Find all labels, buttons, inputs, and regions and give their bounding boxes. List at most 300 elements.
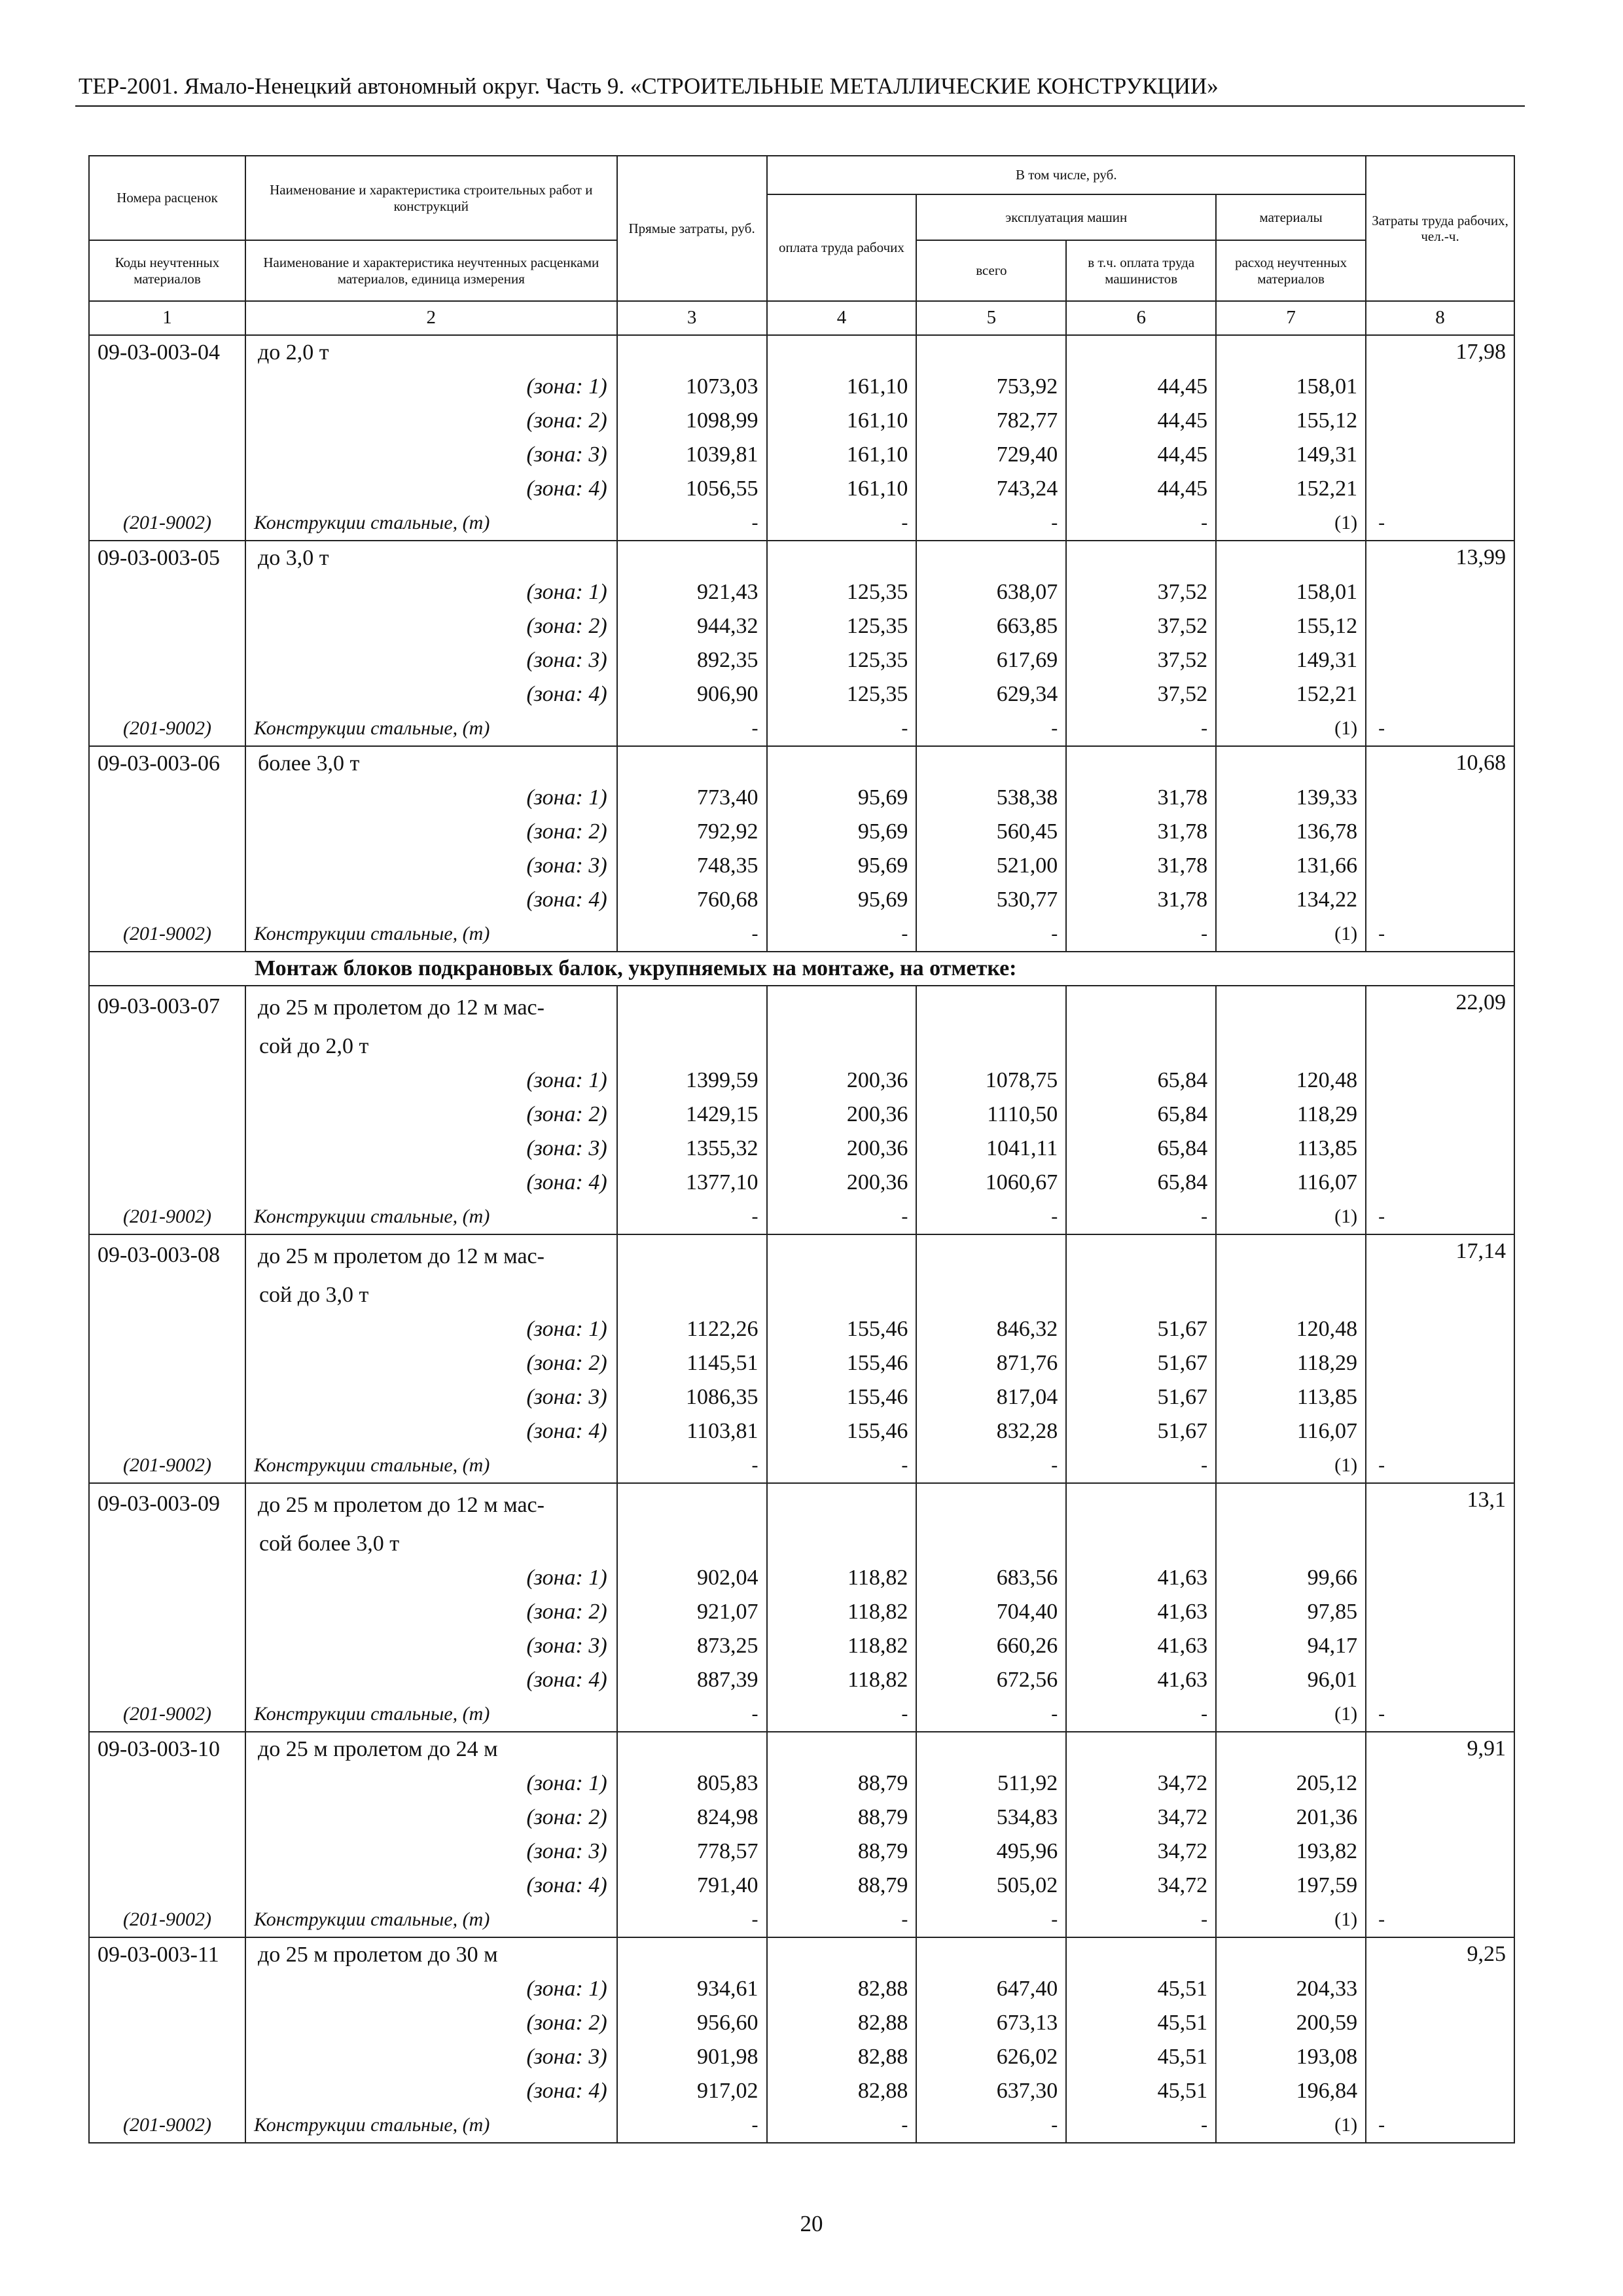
machines-total-value: 626,02 [916, 2040, 1066, 2074]
materials-value: 152,21 [1216, 677, 1366, 711]
machines-total-value: 534,83 [916, 1801, 1066, 1835]
material-code: (201-9002) [89, 1903, 245, 1937]
labor-cost-value: 17,14 [1366, 1234, 1514, 1448]
material-row [89, 711, 1514, 746]
worker-pay-value: 161,10 [767, 472, 917, 506]
machines-total-value: 538,38 [916, 781, 1066, 815]
machines-total-value: 511,92 [916, 1767, 1066, 1801]
empty-cell [89, 677, 245, 711]
zone-row [89, 643, 1514, 677]
direct-cost-value: 887,39 [617, 1663, 767, 1697]
zone-row [89, 1132, 1514, 1166]
empty-cell [916, 1937, 1066, 1972]
materials-value: 152,21 [1216, 472, 1366, 506]
material-dash: - [1366, 1200, 1514, 1234]
worker-pay-value: 88,79 [767, 1835, 917, 1869]
zone-row [89, 1869, 1514, 1903]
rate-code: 09-03-003-08 [89, 1234, 245, 1278]
operator-pay-value: 51,67 [1066, 1380, 1216, 1414]
empty-cell [89, 370, 245, 404]
materials-value: 149,31 [1216, 643, 1366, 677]
machines-total-value: 672,56 [916, 1663, 1066, 1697]
operator-pay-value: 31,78 [1066, 781, 1216, 815]
empty-cell [89, 609, 245, 643]
operator-pay-value: 41,63 [1066, 1561, 1216, 1595]
zone-row [89, 404, 1514, 438]
rate-code: 09-03-003-11 [89, 1937, 245, 1972]
operator-pay-value: 44,45 [1066, 404, 1216, 438]
operator-pay-value: 65,84 [1066, 1166, 1216, 1200]
zone-label: (зона: 1) [245, 1561, 617, 1595]
empty-cell [767, 1483, 917, 1527]
material-dash: - [767, 506, 917, 541]
worker-pay-value: 95,69 [767, 849, 917, 883]
zone-label: (зона: 2) [245, 1346, 617, 1380]
material-quantity: (1) [1216, 1697, 1366, 1732]
empty-cell [1066, 746, 1216, 781]
material-row [89, 1903, 1514, 1937]
material-dash: - [767, 917, 917, 952]
material-dash: - [1366, 2108, 1514, 2143]
rate-code: 09-03-003-06 [89, 746, 245, 781]
empty-cell [1216, 1937, 1366, 1972]
zone-row [89, 815, 1514, 849]
material-row [89, 1448, 1514, 1483]
operator-pay-value: 31,78 [1066, 883, 1216, 917]
zone-row [89, 2074, 1514, 2108]
worker-pay-value: 155,46 [767, 1414, 917, 1448]
empty-cell [1066, 1234, 1216, 1278]
rate-name-continued: сой до 2,0 т [245, 1030, 617, 1064]
empty-cell [617, 1483, 767, 1527]
rate-name-continued: сой более 3,0 т [245, 1527, 617, 1561]
zone-row [89, 781, 1514, 815]
empty-cell [89, 781, 245, 815]
material-dash: - [1366, 506, 1514, 541]
rate-title-row-continued [89, 1030, 1514, 1064]
empty-cell [767, 1234, 917, 1278]
zone-label: (зона: 2) [245, 404, 617, 438]
empty-cell [767, 1732, 917, 1767]
worker-pay-value: 88,79 [767, 1801, 917, 1835]
empty-cell [89, 1527, 245, 1561]
operator-pay-value: 41,63 [1066, 1629, 1216, 1663]
empty-cell [89, 1663, 245, 1697]
operator-pay-value: 51,67 [1066, 1312, 1216, 1346]
direct-cost-value: 1103,81 [617, 1414, 767, 1448]
col-material-consumption-header: расход неучтенных материалов [1216, 240, 1366, 301]
direct-cost-value: 1355,32 [617, 1132, 767, 1166]
empty-cell [617, 1527, 767, 1561]
worker-pay-value: 161,10 [767, 370, 917, 404]
zone-label: (зона: 1) [245, 1972, 617, 2006]
operator-pay-value: 37,52 [1066, 677, 1216, 711]
direct-cost-value: 1377,10 [617, 1166, 767, 1200]
zone-label: (зона: 2) [245, 2006, 617, 2040]
machines-total-value: 1110,50 [916, 1098, 1066, 1132]
operator-pay-value: 34,72 [1066, 1767, 1216, 1801]
empty-cell [89, 472, 245, 506]
labor-cost-value: 13,1 [1366, 1483, 1514, 1697]
material-dash: - [916, 1903, 1066, 1937]
worker-pay-value: 82,88 [767, 2074, 917, 2108]
machines-total-value: 704,40 [916, 1595, 1066, 1629]
rate-code: 09-03-003-07 [89, 986, 245, 1030]
materials-value: 96,01 [1216, 1663, 1366, 1697]
zone-label: (зона: 3) [245, 2040, 617, 2074]
zone-row [89, 2040, 1514, 2074]
material-dash: - [916, 711, 1066, 746]
direct-cost-value: 921,07 [617, 1595, 767, 1629]
material-dash: - [1066, 1903, 1216, 1937]
empty-cell [89, 1132, 245, 1166]
empty-cell [89, 1767, 245, 1801]
empty-cell [617, 1732, 767, 1767]
empty-cell [89, 1312, 245, 1346]
direct-cost-value: 956,60 [617, 2006, 767, 2040]
material-dash: - [916, 1200, 1066, 1234]
direct-cost-value: 1429,15 [617, 1098, 767, 1132]
direct-cost-value: 921,43 [617, 575, 767, 609]
machines-total-value: 817,04 [916, 1380, 1066, 1414]
worker-pay-value: 161,10 [767, 404, 917, 438]
column-number: 5 [916, 301, 1066, 335]
direct-cost-value: 1086,35 [617, 1380, 767, 1414]
column-number: 7 [1216, 301, 1366, 335]
materials-value: 158,01 [1216, 575, 1366, 609]
materials-value: 201,36 [1216, 1801, 1366, 1835]
empty-cell [1216, 1030, 1366, 1064]
material-dash: - [1066, 1448, 1216, 1483]
material-row [89, 2108, 1514, 2143]
empty-cell [1216, 1234, 1366, 1278]
machines-total-value: 560,45 [916, 815, 1066, 849]
rate-title-row [89, 1234, 1514, 1278]
empty-cell [767, 335, 917, 370]
col-machines-total-header: всего [916, 240, 1066, 301]
rate-title-row [89, 335, 1514, 370]
machines-total-value: 663,85 [916, 609, 1066, 643]
zone-row [89, 1767, 1514, 1801]
rate-code: 09-03-003-05 [89, 541, 245, 575]
materials-value: 196,84 [1216, 2074, 1366, 2108]
rate-title-row [89, 541, 1514, 575]
machines-total-value: 673,13 [916, 2006, 1066, 2040]
material-dash: - [1366, 711, 1514, 746]
materials-value: 136,78 [1216, 815, 1366, 849]
zone-label: (зона: 1) [245, 370, 617, 404]
materials-value: 120,48 [1216, 1064, 1366, 1098]
worker-pay-value: 125,35 [767, 609, 917, 643]
empty-cell [916, 746, 1066, 781]
zone-row [89, 1801, 1514, 1835]
rate-name: до 25 м пролетом до 12 м мас- [245, 1483, 617, 1527]
machines-header: эксплуатация машин [916, 194, 1216, 240]
material-name: Конструкции стальные, (т) [245, 711, 617, 746]
material-dash: - [617, 1903, 767, 1937]
material-quantity: (1) [1216, 1448, 1366, 1483]
rate-name: до 3,0 т [245, 541, 617, 575]
materials-header: материалы [1216, 194, 1366, 240]
empty-cell [617, 541, 767, 575]
direct-cost-value: 778,57 [617, 1835, 767, 1869]
zone-row [89, 1064, 1514, 1098]
empty-cell [89, 815, 245, 849]
rate-title-row-continued [89, 1278, 1514, 1312]
empty-cell [916, 1278, 1066, 1312]
operator-pay-value: 45,51 [1066, 1972, 1216, 2006]
empty-cell [89, 1098, 245, 1132]
direct-cost-value: 944,32 [617, 609, 767, 643]
direct-cost-value: 1039,81 [617, 438, 767, 472]
col-labor-cost-header: Затраты труда рабочих, чел.-ч. [1366, 156, 1514, 301]
direct-cost-value: 1145,51 [617, 1346, 767, 1380]
direct-cost-value: 1056,55 [617, 472, 767, 506]
page-number: 20 [800, 2211, 823, 2236]
material-dash: - [916, 917, 1066, 952]
table-body [89, 335, 1514, 2143]
material-name: Конструкции стальные, (т) [245, 1448, 617, 1483]
column-number: 1 [89, 301, 245, 335]
operator-pay-value: 45,51 [1066, 2040, 1216, 2074]
zone-row [89, 1561, 1514, 1595]
empty-cell [1066, 1937, 1216, 1972]
direct-cost-value: 892,35 [617, 643, 767, 677]
zone-row [89, 849, 1514, 883]
materials-value: 158,01 [1216, 370, 1366, 404]
materials-value: 155,12 [1216, 609, 1366, 643]
zone-row [89, 1595, 1514, 1629]
materials-value: 204,33 [1216, 1972, 1366, 2006]
zone-row [89, 2006, 1514, 2040]
empty-cell [916, 1234, 1066, 1278]
worker-pay-value: 118,82 [767, 1595, 917, 1629]
page-header-title: ТЕР-2001. Ямало-Ненецкий автономный округ. Часть 9. «СТРОИТЕЛЬНЫЕ МЕТАЛЛИЧЕСКИЕ КОНСТРУКЦИИ» [79, 73, 1219, 99]
zone-row [89, 1380, 1514, 1414]
worker-pay-value: 82,88 [767, 2040, 917, 2074]
worker-pay-value: 125,35 [767, 643, 917, 677]
operator-pay-value: 44,45 [1066, 438, 1216, 472]
operator-pay-value: 31,78 [1066, 849, 1216, 883]
zone-label: (зона: 2) [245, 1098, 617, 1132]
column-number: 3 [617, 301, 767, 335]
empty-cell [617, 1030, 767, 1064]
worker-pay-value: 155,46 [767, 1346, 917, 1380]
machines-total-value: 846,32 [916, 1312, 1066, 1346]
operator-pay-value: 37,52 [1066, 575, 1216, 609]
empty-cell [767, 746, 917, 781]
materials-value: 118,29 [1216, 1098, 1366, 1132]
direct-cost-value: 1073,03 [617, 370, 767, 404]
empty-cell [767, 1937, 917, 1972]
empty-cell [89, 1414, 245, 1448]
rate-code: 09-03-003-09 [89, 1483, 245, 1527]
direct-cost-value: 760,68 [617, 883, 767, 917]
empty-cell [1216, 746, 1366, 781]
materials-value: 193,08 [1216, 2040, 1366, 2074]
labor-cost-value: 9,91 [1366, 1732, 1514, 1903]
material-row [89, 1697, 1514, 1732]
material-dash: - [617, 711, 767, 746]
section-title: Монтаж блоков подкрановых балок, укрупняемых на монтаже, на отметке: [89, 952, 1514, 986]
direct-cost-value: 901,98 [617, 2040, 767, 2074]
rate-name: до 25 м пролетом до 12 м мас- [245, 1234, 617, 1278]
operator-pay-value: 34,72 [1066, 1835, 1216, 1869]
labor-cost-value: 13,99 [1366, 541, 1514, 711]
operator-pay-value: 65,84 [1066, 1132, 1216, 1166]
worker-pay-value: 125,35 [767, 575, 917, 609]
machines-total-value: 1041,11 [916, 1132, 1066, 1166]
section-title-row [89, 952, 1514, 986]
materials-value: 118,29 [1216, 1346, 1366, 1380]
zone-label: (зона: 3) [245, 438, 617, 472]
empty-cell [1066, 541, 1216, 575]
machines-total-value: 782,77 [916, 404, 1066, 438]
empty-cell [89, 1346, 245, 1380]
materials-value: 116,07 [1216, 1414, 1366, 1448]
worker-pay-value: 88,79 [767, 1767, 917, 1801]
zone-label: (зона: 1) [245, 1767, 617, 1801]
machines-total-value: 505,02 [916, 1869, 1066, 1903]
material-dash: - [1066, 1697, 1216, 1732]
material-code: (201-9002) [89, 506, 245, 541]
direct-cost-value: 906,90 [617, 677, 767, 711]
empty-cell [89, 1030, 245, 1064]
machines-total-value: 521,00 [916, 849, 1066, 883]
zone-label: (зона: 3) [245, 1380, 617, 1414]
column-number: 4 [767, 301, 917, 335]
empty-cell [89, 1595, 245, 1629]
operator-pay-value: 51,67 [1066, 1346, 1216, 1380]
empty-cell [767, 1527, 917, 1561]
direct-cost-value: 805,83 [617, 1767, 767, 1801]
col-material-names-header: Наименование и характеристика неучтенных расценками материалов, единица измерения [245, 240, 617, 301]
zone-row [89, 370, 1514, 404]
machines-total-value: 683,56 [916, 1561, 1066, 1595]
zone-label: (зона: 4) [245, 1869, 617, 1903]
zone-row [89, 575, 1514, 609]
materials-value: 113,85 [1216, 1380, 1366, 1414]
column-numbers-row [89, 301, 1514, 335]
header-rule [75, 105, 1525, 107]
direct-cost-value: 1122,26 [617, 1312, 767, 1346]
worker-pay-value: 95,69 [767, 815, 917, 849]
zone-label: (зона: 3) [245, 643, 617, 677]
machines-total-value: 495,96 [916, 1835, 1066, 1869]
zone-label: (зона: 2) [245, 609, 617, 643]
rate-title-row [89, 1483, 1514, 1527]
operator-pay-value: 45,51 [1066, 2074, 1216, 2108]
empty-cell [1216, 986, 1366, 1030]
worker-pay-value: 82,88 [767, 2006, 917, 2040]
operator-pay-value: 31,78 [1066, 815, 1216, 849]
machines-total-value: 1078,75 [916, 1064, 1066, 1098]
empty-cell [767, 1278, 917, 1312]
material-name: Конструкции стальные, (т) [245, 917, 617, 952]
material-quantity: (1) [1216, 711, 1366, 746]
empty-cell [89, 1972, 245, 2006]
machines-total-value: 871,76 [916, 1346, 1066, 1380]
zone-label: (зона: 4) [245, 1663, 617, 1697]
direct-cost-value: 934,61 [617, 1972, 767, 2006]
material-row [89, 917, 1514, 952]
empty-cell [89, 575, 245, 609]
empty-cell [89, 2006, 245, 2040]
rate-name-continued: сой до 3,0 т [245, 1278, 617, 1312]
empty-cell [1066, 1030, 1216, 1064]
material-row [89, 506, 1514, 541]
empty-cell [1066, 1278, 1216, 1312]
column-number: 8 [1366, 301, 1514, 335]
zone-label: (зона: 1) [245, 781, 617, 815]
empty-cell [916, 986, 1066, 1030]
empty-cell [89, 1629, 245, 1663]
material-dash: - [1366, 1697, 1514, 1732]
rate-title-row [89, 1937, 1514, 1972]
zone-label: (зона: 3) [245, 1835, 617, 1869]
materials-value: 99,66 [1216, 1561, 1366, 1595]
material-name: Конструкции стальные, (т) [245, 2108, 617, 2143]
material-dash: - [767, 1697, 917, 1732]
operator-pay-value: 45,51 [1066, 2006, 1216, 2040]
rate-code: 09-03-003-10 [89, 1732, 245, 1767]
zone-row [89, 1835, 1514, 1869]
machines-total-value: 1060,67 [916, 1166, 1066, 1200]
rate-title-row [89, 1732, 1514, 1767]
material-code: (201-9002) [89, 711, 245, 746]
zone-label: (зона: 4) [245, 2074, 617, 2108]
empty-cell [1216, 1527, 1366, 1561]
rates-table-container [88, 155, 1515, 2136]
material-dash: - [617, 1697, 767, 1732]
labor-cost-value: 17,98 [1366, 335, 1514, 506]
empty-cell [89, 438, 245, 472]
labor-cost-value: 9,25 [1366, 1937, 1514, 2108]
worker-pay-value: 95,69 [767, 883, 917, 917]
empty-cell [916, 1483, 1066, 1527]
worker-pay-value: 200,36 [767, 1132, 917, 1166]
material-name: Конструкции стальные, (т) [245, 1697, 617, 1732]
zone-row [89, 1414, 1514, 1448]
worker-pay-value: 88,79 [767, 1869, 917, 1903]
empty-cell [1216, 335, 1366, 370]
zone-row [89, 1972, 1514, 2006]
machines-total-value: 743,24 [916, 472, 1066, 506]
machines-total-value: 617,69 [916, 643, 1066, 677]
operator-pay-value: 51,67 [1066, 1414, 1216, 1448]
direct-cost-value: 1399,59 [617, 1064, 767, 1098]
operator-pay-value: 34,72 [1066, 1801, 1216, 1835]
worker-pay-value: 200,36 [767, 1098, 917, 1132]
materials-value: 205,12 [1216, 1767, 1366, 1801]
empty-cell [89, 849, 245, 883]
operator-pay-value: 65,84 [1066, 1064, 1216, 1098]
operator-pay-value: 41,63 [1066, 1663, 1216, 1697]
worker-pay-value: 125,35 [767, 677, 917, 711]
material-dash: - [1066, 506, 1216, 541]
empty-cell [916, 1527, 1066, 1561]
direct-cost-value: 873,25 [617, 1629, 767, 1663]
direct-cost-value: 748,35 [617, 849, 767, 883]
material-code: (201-9002) [89, 2108, 245, 2143]
worker-pay-value: 200,36 [767, 1064, 917, 1098]
rate-name: до 2,0 т [245, 335, 617, 370]
rate-name: до 25 м пролетом до 30 м [245, 1937, 617, 1972]
operator-pay-value: 37,52 [1066, 643, 1216, 677]
material-code: (201-9002) [89, 917, 245, 952]
column-number: 6 [1066, 301, 1216, 335]
material-dash: - [767, 1448, 917, 1483]
